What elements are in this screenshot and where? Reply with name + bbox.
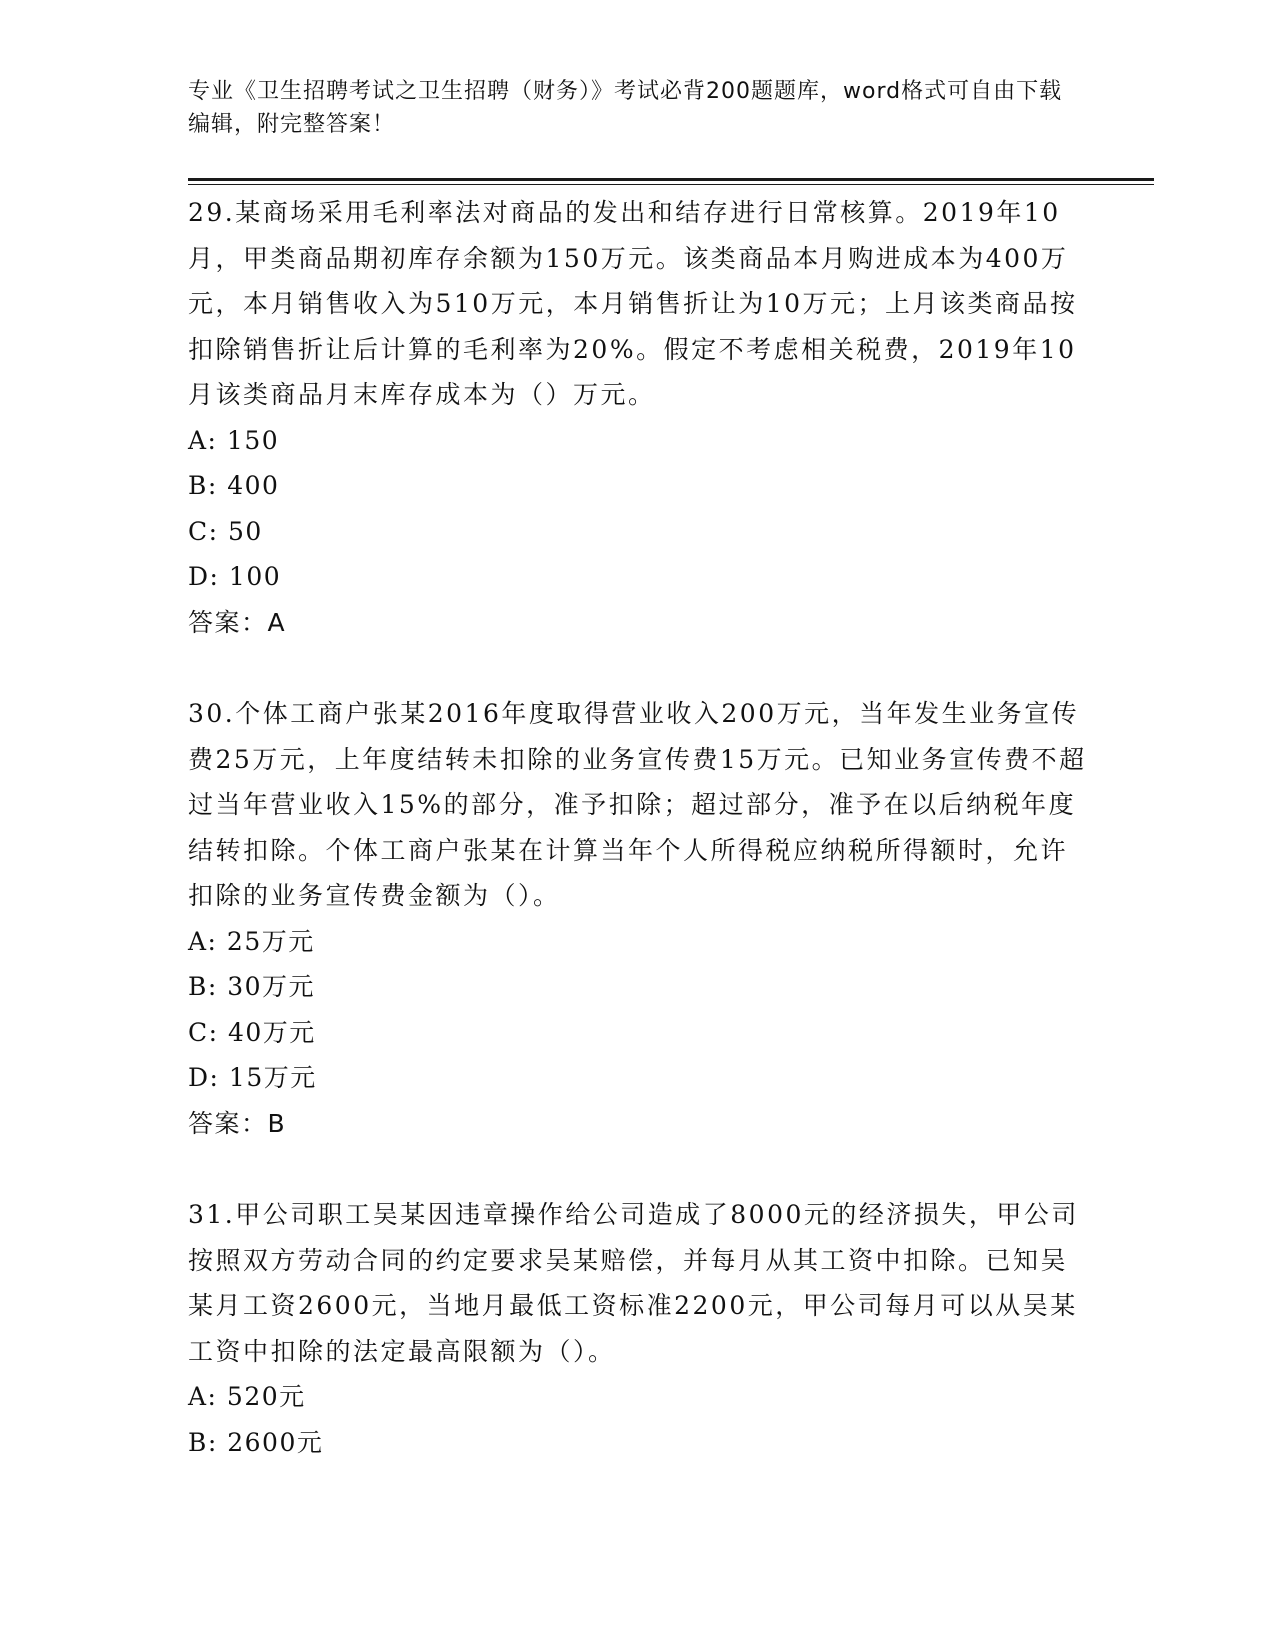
answer-line: 答案：A [188, 607, 287, 637]
option-a: A: 520元 [188, 1382, 306, 1411]
question-31 [188, 1192, 1088, 1465]
header-divider-thick [188, 178, 1154, 181]
question-spacer [188, 645, 1088, 691]
question-30 [188, 691, 1088, 1146]
question-spacer [188, 1146, 1088, 1192]
option-c: C: 40万元 [188, 1017, 316, 1047]
option-d: D: 100 [188, 562, 282, 591]
question-29 [188, 190, 1088, 645]
option-b: B: 400 [188, 471, 280, 500]
question-stem: 29.某商场采用毛利率法对商品的发出和结存进行日常核算。2019年10月，甲类商品期初库存余额为150万元。该类商品本月购进成本为400万元，本月销售收入为510万元，本月销售折让为10万元；上月该类商品按扣除销售折让后计算的毛利率为20%。假定不考虑相关税费，2019年10月该类商品月末库存成本为（）万元。 [188, 198, 1078, 409]
question-stem: 31.甲公司职工吴某因违章操作给公司造成了8000元的经济损失，甲公司按照双方劳动合同的约定要求吴某赔偿，并每月从其工资中扣除。已知吴某月工资2600元，当地月最低工资标准2200元，甲公司每月可以从吴某工资中扣除的法定最高限额为（）。 [188, 1200, 1079, 1366]
header-divider-thin [188, 184, 1154, 185]
option-b: B: 2600元 [188, 1427, 324, 1457]
option-c: C: 50 [188, 516, 263, 546]
option-b: B: 30万元 [188, 972, 316, 1001]
option-d: D: 15万元 [188, 1063, 317, 1092]
option-a: A: 25万元 [188, 926, 315, 956]
answer-line: 答案：B [188, 1108, 287, 1138]
question-stem: 30.个体工商户张某2016年度取得营业收入200万元，当年发生业务宣传费25万元，上年度结转未扣除的业务宣传费15万元。已知业务宣传费不超过当年营业收入15%的部分，准予扣除；超过部分，准予在以后纳税年度结转扣除。个体工商户张某在计算当年个人所得税应纳税所得额时，允许扣除的业务宣传费金额为（）。 [188, 699, 1087, 910]
page-header-title: 专业《卫生招聘考试之卫生招聘（财务）》考试必背200题题库，word格式可自由下载编辑，附完整答案！ [188, 79, 1063, 137]
question-list [188, 190, 1088, 1465]
option-a: A: 150 [188, 425, 280, 455]
